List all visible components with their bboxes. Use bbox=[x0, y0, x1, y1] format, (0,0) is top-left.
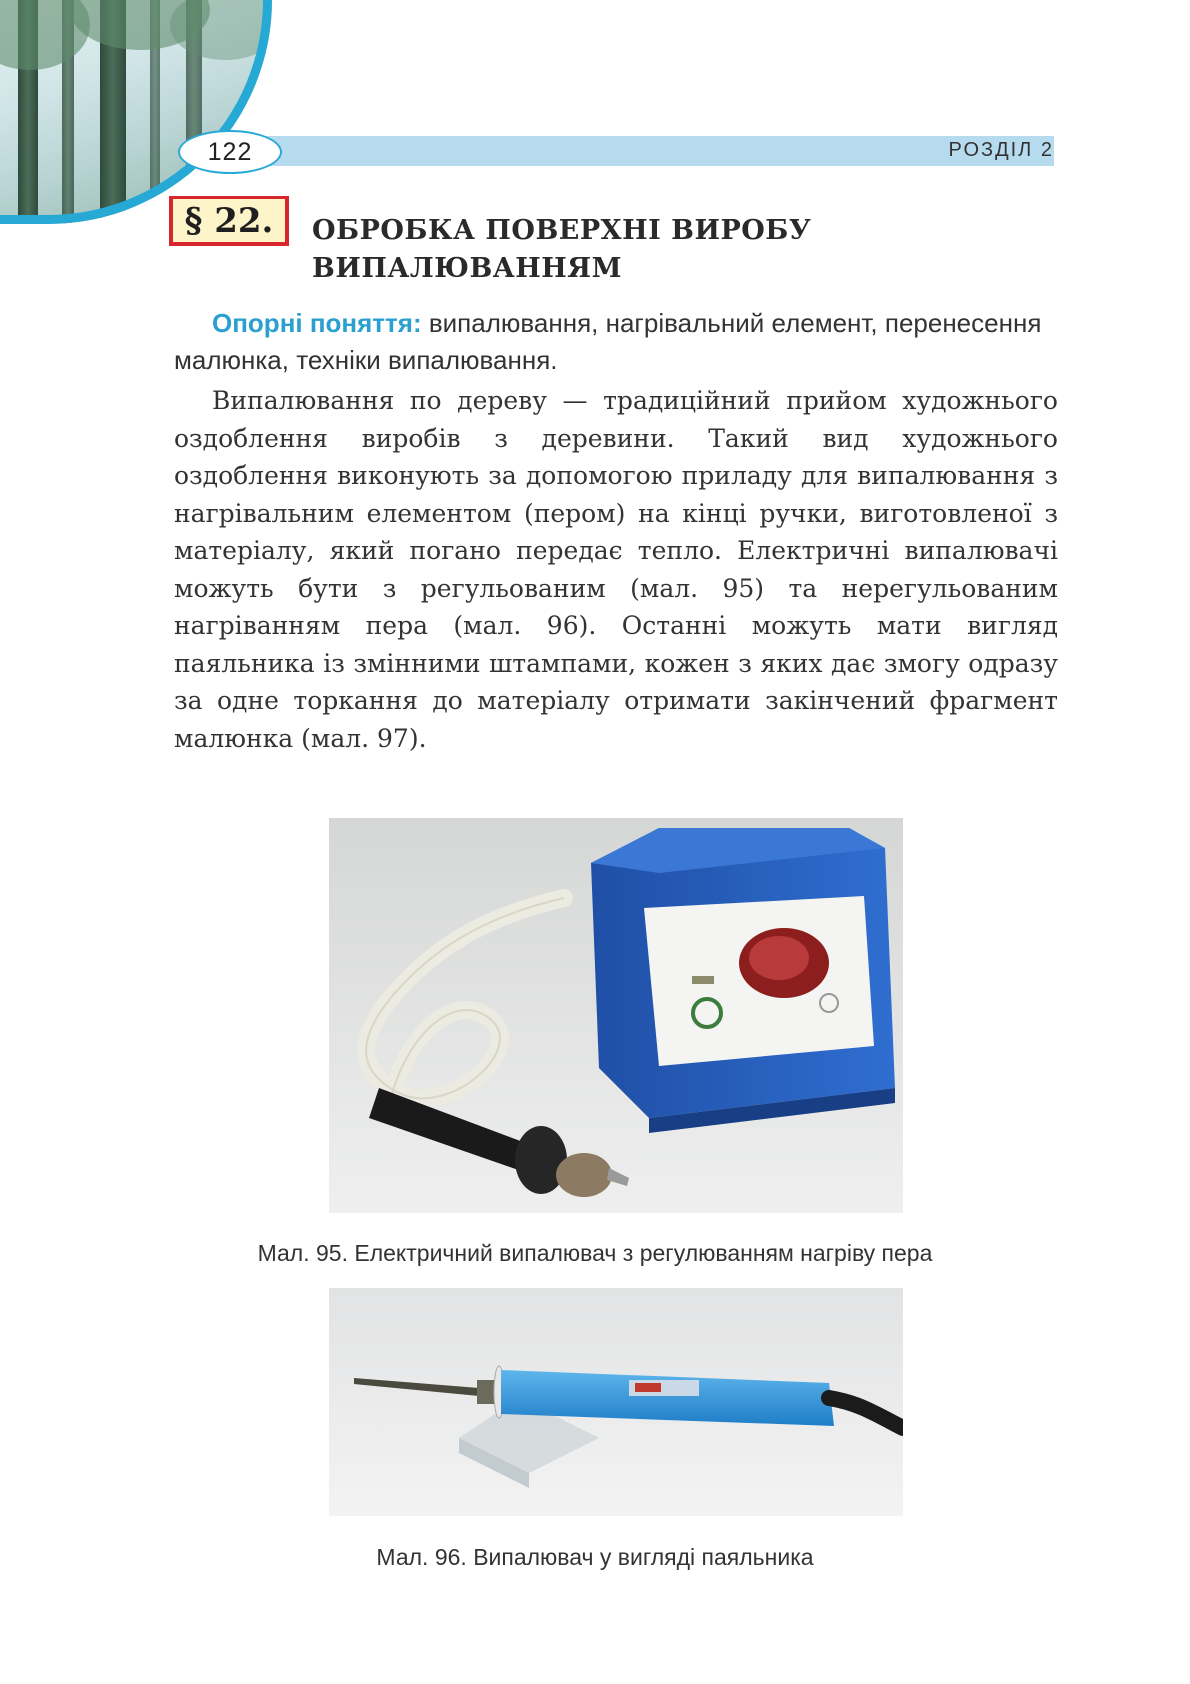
figure-95-image bbox=[329, 818, 903, 1213]
forest-corner-rim bbox=[0, 0, 272, 224]
paragraph-title bbox=[312, 212, 1012, 288]
key-concepts-text: випалювання, нагрівальний елемент, перенесення малюнка, техніки випалювання. bbox=[174, 308, 1042, 375]
body-paragraph: Випалювання по дереву — традиційний прийом художнього оздоблення виробів з деревини. Такий вид художнього оздоблення виконують за допомогою приладу для випалювання з нагрівальним елементом (пером) на кінці ручки, виготовленої з матеріалу, який погано передає тепло. Електричні випалювачі можуть бути з регульованим (мал. 95) та нерегульованим нагріванням пера (мал. 96). Останні можуть мати вигляд паяльника із змінними штампами, кожен з яких дає змогу одразу за одне торкання до матеріалу отримати закінчений фрагмент малюнка (мал. 97). bbox=[174, 386, 1058, 753]
figure-96-caption: Мал. 96. Випалювач у вигляді паяльника bbox=[376, 1544, 814, 1570]
key-concepts-label: Опорні поняття: bbox=[212, 308, 422, 338]
figure-95-caption: Мал. 95. Електричний випалювач з регулюванням нагріву пера bbox=[257, 1240, 933, 1266]
figure-96-image bbox=[329, 1288, 903, 1516]
key-concepts bbox=[174, 305, 1058, 379]
title-line-2: ВИПАЛЮВАННЯМ bbox=[312, 253, 622, 284]
title-line-1: ОБРОБКА ПОВЕРХНІ ВИРОБУ bbox=[312, 215, 812, 246]
paragraph-number: § 22. bbox=[169, 196, 289, 246]
page-number: 122 bbox=[178, 130, 282, 174]
section-label: РОЗДІЛ 2 bbox=[948, 139, 1054, 161]
header-band bbox=[262, 136, 1054, 166]
